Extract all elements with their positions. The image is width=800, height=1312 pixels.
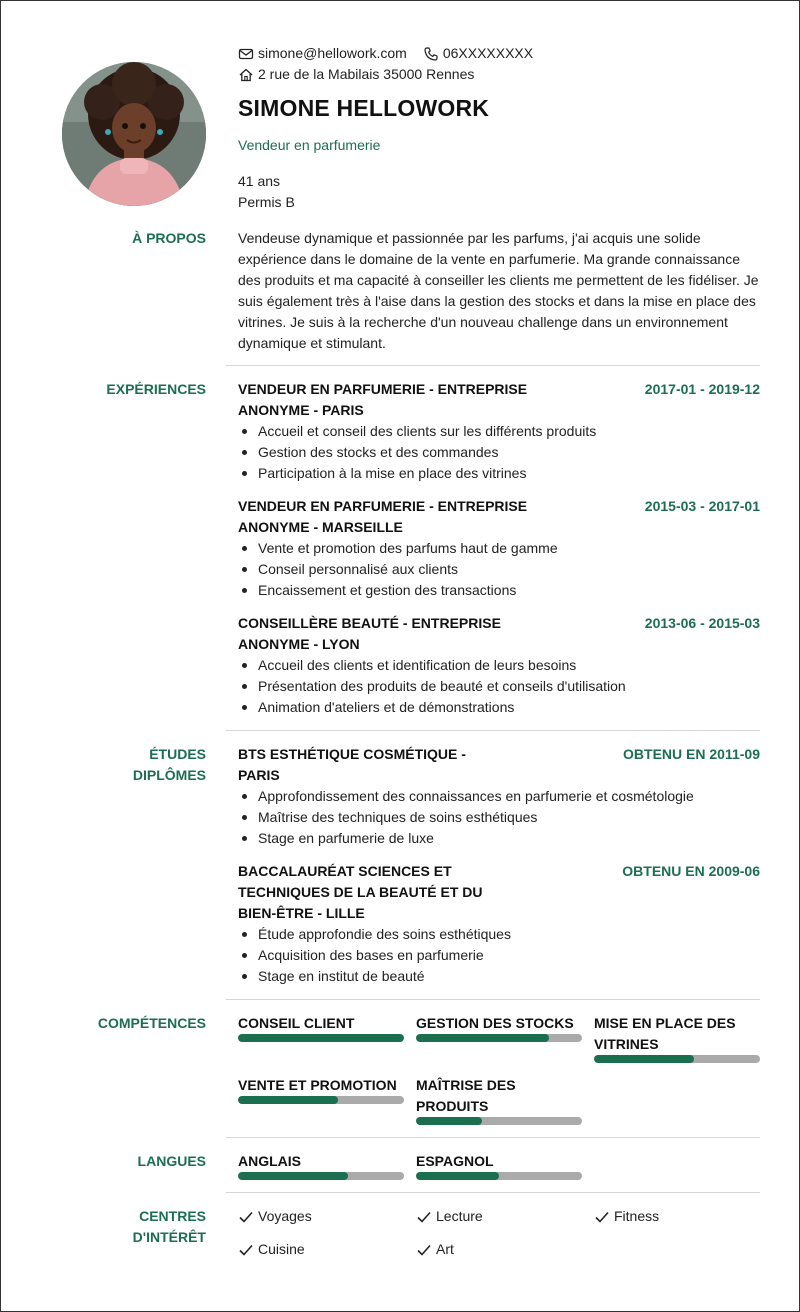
divider [226,1137,760,1138]
section-label-languages: LANGUES [137,1153,206,1169]
about-text: Vendeuse dynamique et passionnée par les parfums, j'ai acquis une solide expérience dans le domaine de la vente en parfumerie. Ma grande connaissance des produits et ma capacité à conseiller les clients me permettent de les fidéliser. Je suis également très à l'aise dans la gestion des stocks et dans la mise en place des vitrines. Je suis à la recherche d'un nouveau challenge dans un environnement dynamique et stimulant. [238,230,759,351]
skill-bar [238,1096,404,1104]
divider [226,730,760,731]
skill-name: MAÎTRISE DES PRODUITS [416,1077,516,1114]
skill-item [416,1013,582,1042]
entry-bullets [238,924,760,987]
home-icon [238,67,254,83]
education-list [238,744,760,987]
skill-item [416,1075,582,1125]
age: 41 ans [238,173,281,189]
divider [226,365,760,366]
bullet-item: Gestion des stocks et des commandes [238,442,760,463]
bullet-item: Accueil des clients et identification de leurs besoins [238,655,760,676]
check-icon [238,1209,254,1225]
entry-title: BACCALAURÉAT SCIENCES ET TECHNIQUES DE LA BEAUTÉ ET DU BIEN-ÊTRE - LILLE [238,863,483,921]
skill-name: VENTE ET PROMOTION [238,1077,397,1093]
skill-name: CONSEIL CLIENT [238,1015,355,1031]
header [238,43,768,213]
bullet-item: Acquisition des bases en parfumerie [238,945,760,966]
personal-info [238,171,768,213]
divider [226,1192,760,1193]
divider [226,999,760,1000]
job-title: Vendeur en parfumerie [238,137,381,153]
experience-list [238,379,760,718]
section-label-line: D'INTÉRÊT [132,1229,206,1245]
entry-title: BTS ESTHÉTIQUE COSMÉTIQUE - PARIS [238,746,466,783]
entry-date: 2013-06 - 2015-03 [644,615,760,631]
interest-item [416,1239,454,1260]
skill-bar [416,1117,582,1125]
skill-bar-fill [238,1096,338,1104]
education-entry [238,744,760,849]
bullet-item: Conseil personnalisé aux clients [238,559,760,580]
bullet-item: Vente et promotion des parfums haut de gamme [238,538,760,559]
language-name: ESPAGNOL [416,1153,494,1169]
email-contact[interactable] [238,43,407,64]
section-label-line: CENTRES [139,1208,206,1224]
experience-entry [238,496,760,601]
skill-bar-fill [238,1034,404,1042]
bullet-item: Présentation des produits de beauté et conseils d'utilisation [238,676,760,697]
bullet-item: Accueil et conseil des clients sur les différents produits [238,421,760,442]
skill-item [238,1075,404,1104]
entry-bullets [238,538,760,601]
section-label-skills: COMPÉTENCES [97,1015,206,1031]
interest-item [416,1206,483,1227]
bullet-item: Animation d'ateliers et de démonstrations [238,697,760,718]
skill-bar [416,1034,582,1042]
interest-label: Fitness [614,1208,660,1224]
skill-bar-fill [594,1055,694,1063]
skill-bar-fill [416,1034,549,1042]
email-text: simone@hellowork.com [258,45,407,61]
entry-date: 2015-03 - 2017-01 [644,498,760,514]
bullet-item: Approfondissement des connaissances en parfumerie et cosmétologie [238,786,760,807]
check-icon [416,1209,432,1225]
check-icon [416,1242,432,1258]
section-label-line: ÉTUDES [149,746,206,762]
check-icon [594,1209,610,1225]
skill-item [238,1013,404,1042]
candidate-name: SIMONE HELLOWORK [238,95,490,121]
language-bar-fill [416,1172,499,1180]
skill-item [594,1013,760,1063]
interest-item [238,1239,305,1260]
language-name: ANGLAIS [238,1153,301,1169]
bullet-item: Participation à la mise en place des vitrines [238,463,760,484]
bullet-item: Encaissement et gestion des transactions [238,580,760,601]
section-label-line: DIPLÔMES [132,767,206,783]
address-contact [238,64,474,85]
bullet-item: Stage en institut de beauté [238,966,760,987]
entry-bullets [238,655,760,718]
section-label-about: À PROPOS [132,230,206,246]
language-item [238,1151,404,1180]
skill-name: MISE EN PLACE DES VITRINES [594,1015,736,1052]
profile-photo [62,62,206,206]
interest-item [594,1206,659,1227]
entry-title: VENDEUR EN PARFUMERIE - ENTREPRISE ANONYME - MARSEILLE [238,498,528,535]
driving-license: Permis B [238,194,295,210]
interest-label: Cuisine [258,1241,305,1257]
language-item [416,1151,582,1180]
interest-label: Art [436,1241,454,1257]
entry-bullets [238,786,760,849]
experience-entry [238,613,760,718]
mail-icon [238,46,254,62]
bullet-item: Étude approfondie des soins esthétiques [238,924,760,945]
entry-date: OBTENU EN 2009-06 [622,863,760,879]
entry-date: 2017-01 - 2019-12 [644,381,760,397]
phone-icon [423,46,439,62]
entry-title: CONSEILLÈRE BEAUTÉ - ENTREPRISE ANONYME - LYON [238,615,501,652]
interest-item [238,1206,312,1227]
phone-contact[interactable] [423,43,533,64]
skill-bar-fill [416,1117,482,1125]
phone-text: 06XXXXXXXX [442,45,534,61]
entry-bullets [238,421,760,484]
entry-title: VENDEUR EN PARFUMERIE - ENTREPRISE ANONYME - PARIS [238,381,528,418]
section-label-education [26,744,206,786]
experience-entry [238,379,760,484]
bullet-item: Maîtrise des techniques de soins esthétiques [238,807,760,828]
education-entry [238,861,760,987]
section-label-experience: EXPÉRIENCES [106,381,206,397]
avatar-illustration [62,62,206,206]
interest-label: Voyages [258,1208,312,1224]
entry-date: OBTENU EN 2011-09 [623,746,760,762]
contact-line-2 [238,64,768,85]
skill-bar [594,1055,760,1063]
address-text: 2 rue de la Mabilais 35000 Rennes [258,66,475,82]
language-bar-fill [238,1172,348,1180]
skill-bar [238,1034,404,1042]
skill-name: GESTION DES STOCKS [416,1015,574,1031]
section-label-interests [26,1206,206,1248]
language-bar [416,1172,582,1180]
interest-label: Lecture [436,1208,483,1224]
contact-line-1 [238,43,768,64]
bullet-item: Stage en parfumerie de luxe [238,828,760,849]
check-icon [238,1242,254,1258]
language-bar [238,1172,404,1180]
